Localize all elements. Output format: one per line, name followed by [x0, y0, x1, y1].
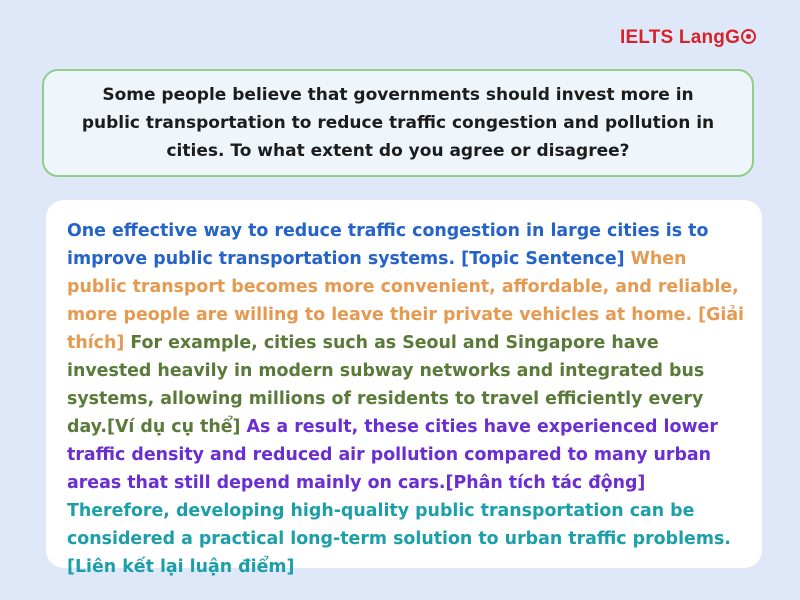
segment-link-back: Therefore, developing high-quality public transportation can be considered a practical long-term solution to urban traffic problems.[Liên kết lại luận điểm] [67, 501, 731, 577]
logo-o-mark-icon [741, 29, 756, 44]
sample-paragraph-box [46, 200, 762, 577]
question-box [42, 69, 754, 177]
brand-logo [620, 27, 756, 49]
question-text: Some people believe that governments should invest more in public transportation to reduce traffic congestion and pollution in cities. To what extent do you agree or disagree? [81, 85, 715, 161]
segment-impact-analysis: As a result, these cities have experienced lower traffic density and reduced air pollution compared to many urban areas that still depend mainly on cars.[Phân tích tác động] [67, 417, 718, 493]
segment-topic-sentence: One effective way to reduce traffic congestion in large cities is to improve public transportation systems. [Topic Sentence] [67, 221, 709, 269]
segment-example: For example, cities such as Seoul and Singapore have invested heavily in modern subway networks and integrated bus systems, allowing millions of residents to travel efficiently every day.[Ví dụ cụ thể] [67, 333, 705, 437]
segment-explanation: When public transport becomes more convenient, affordable, and reliable, more people are willing to leave their private vehicles at home. [Giải thích] [67, 249, 745, 353]
logo-text: IELTS LangG [620, 27, 741, 48]
sample-paragraph [67, 217, 746, 581]
